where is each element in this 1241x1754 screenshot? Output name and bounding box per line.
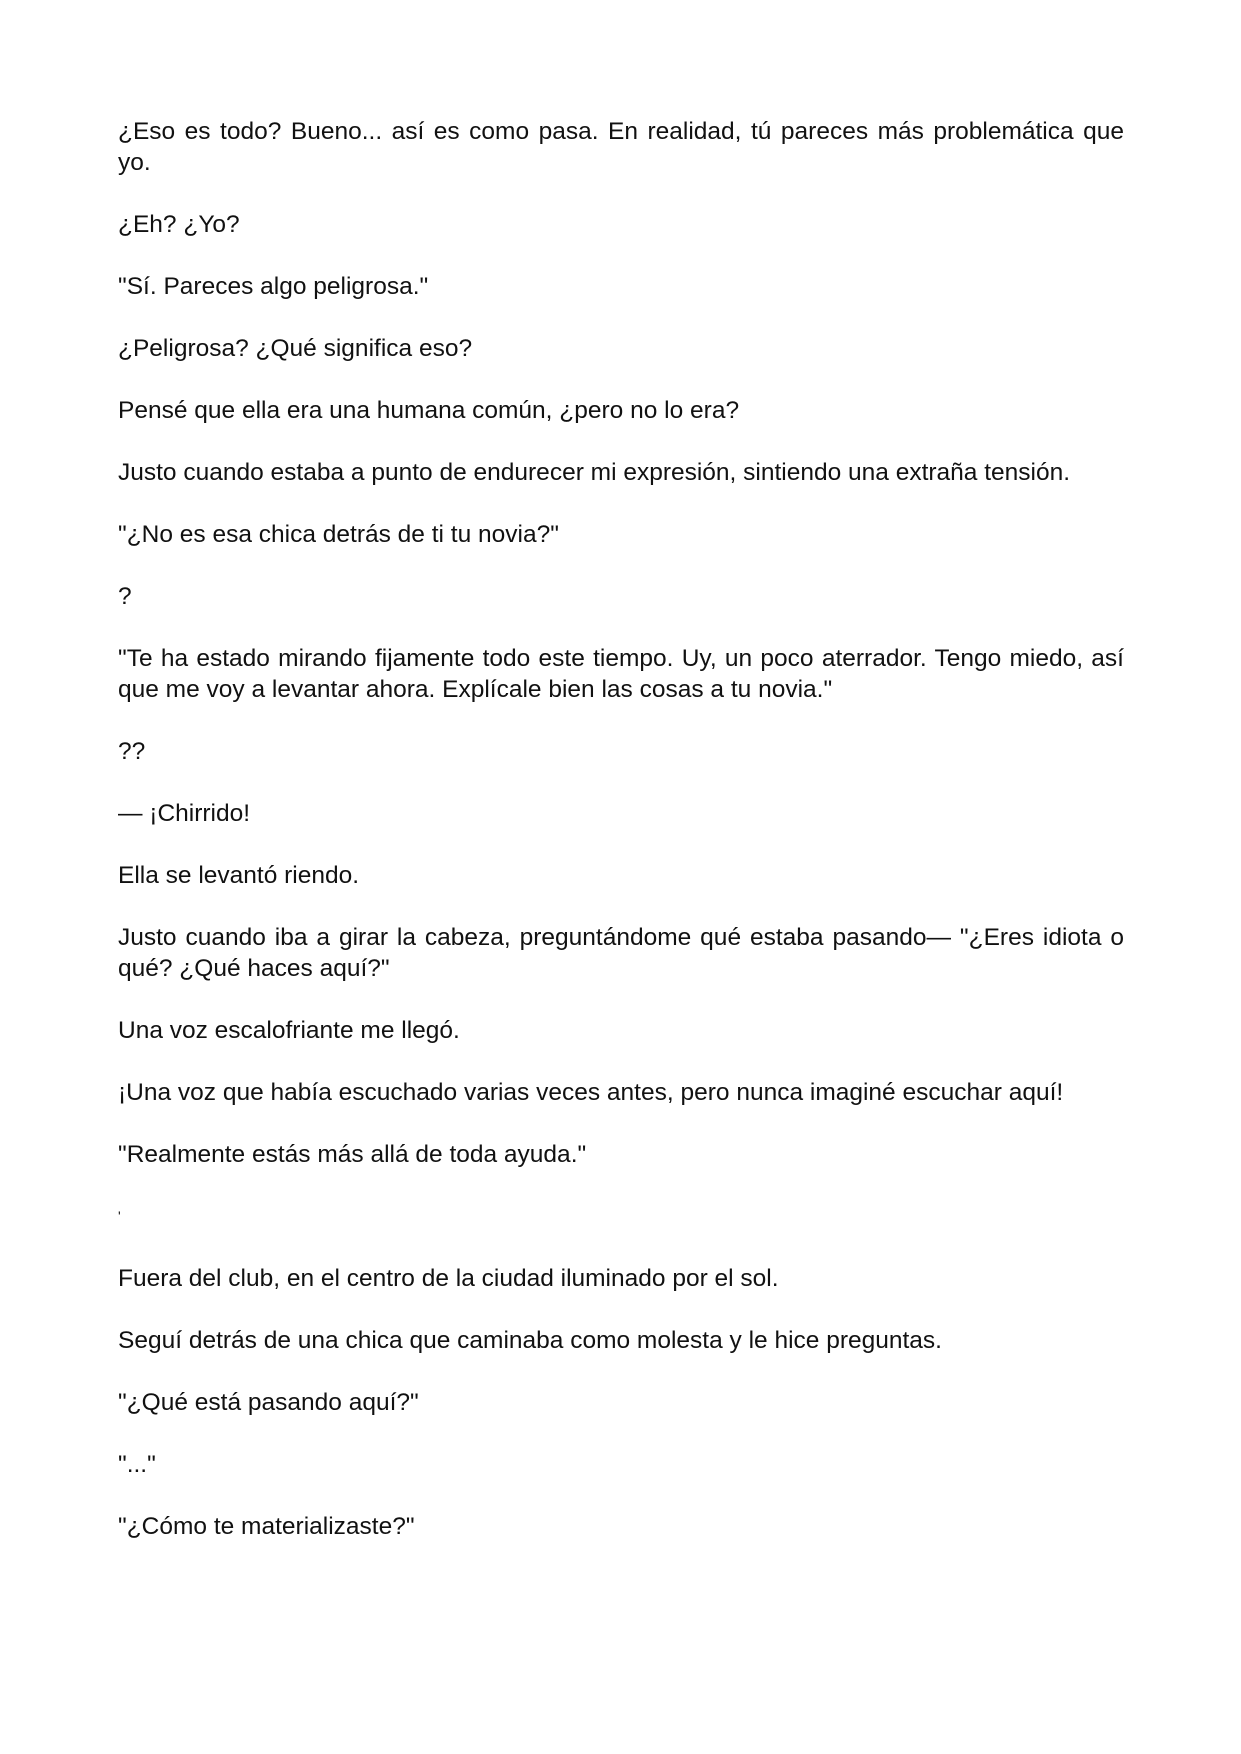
paragraph: Una voz escalofriante me llegó. [118, 1017, 460, 1044]
paragraph: Seguí detrás de una chica que caminaba como molesta y le hice preguntas. [118, 1327, 942, 1354]
paragraph: "Realmente estás más allá de toda ayuda." [118, 1141, 587, 1168]
paragraph: ?? [118, 738, 146, 765]
paragraph: ' [118, 1208, 121, 1224]
paragraph: "¿No es esa chica detrás de ti tu novia?" [118, 521, 559, 548]
paragraph: "¿Cómo te materializaste?" [118, 1513, 415, 1540]
paragraph: ¡Una voz que había escuchado varias veces antes, pero nunca imaginé escuchar aquí! [118, 1079, 1064, 1106]
paragraph: — ¡Chirrido! [118, 800, 251, 827]
paragraph: ¿Eh? ¿Yo? [118, 211, 240, 238]
paragraph: Pensé que ella era una humana común, ¿pero no lo era? [118, 397, 740, 424]
paragraph: "Te ha estado mirando fijamente todo este tiempo. Uy, un poco aterrador. Tengo miedo, así que me voy a levantar ahora. Explícale bien las cosas a tu novia." [118, 645, 1124, 703]
paragraph: "¿Qué está pasando aquí?" [118, 1389, 419, 1416]
paragraph: ? [118, 583, 132, 610]
paragraph: "Sí. Pareces algo peligrosa." [118, 273, 429, 300]
paragraph: Ella se levantó riendo. [118, 862, 360, 889]
paragraph: Fuera del club, en el centro de la ciudad iluminado por el sol. [118, 1265, 779, 1292]
paragraph: ¿Peligrosa? ¿Qué significa eso? [118, 335, 473, 362]
paragraph: Justo cuando estaba a punto de endurecer mi expresión, sintiendo una extraña tensión. [118, 459, 1071, 486]
paragraph: Justo cuando iba a girar la cabeza, preguntándome qué estaba pasando— "¿Eres idiota o qué? ¿Qué haces aquí?" [118, 924, 1124, 982]
document-body [118, 116, 1124, 1573]
paragraph: "..." [118, 1451, 156, 1478]
paragraph: ¿Eso es todo? Bueno... así es como pasa. En realidad, tú pareces más problemática que yo. [118, 118, 1124, 176]
